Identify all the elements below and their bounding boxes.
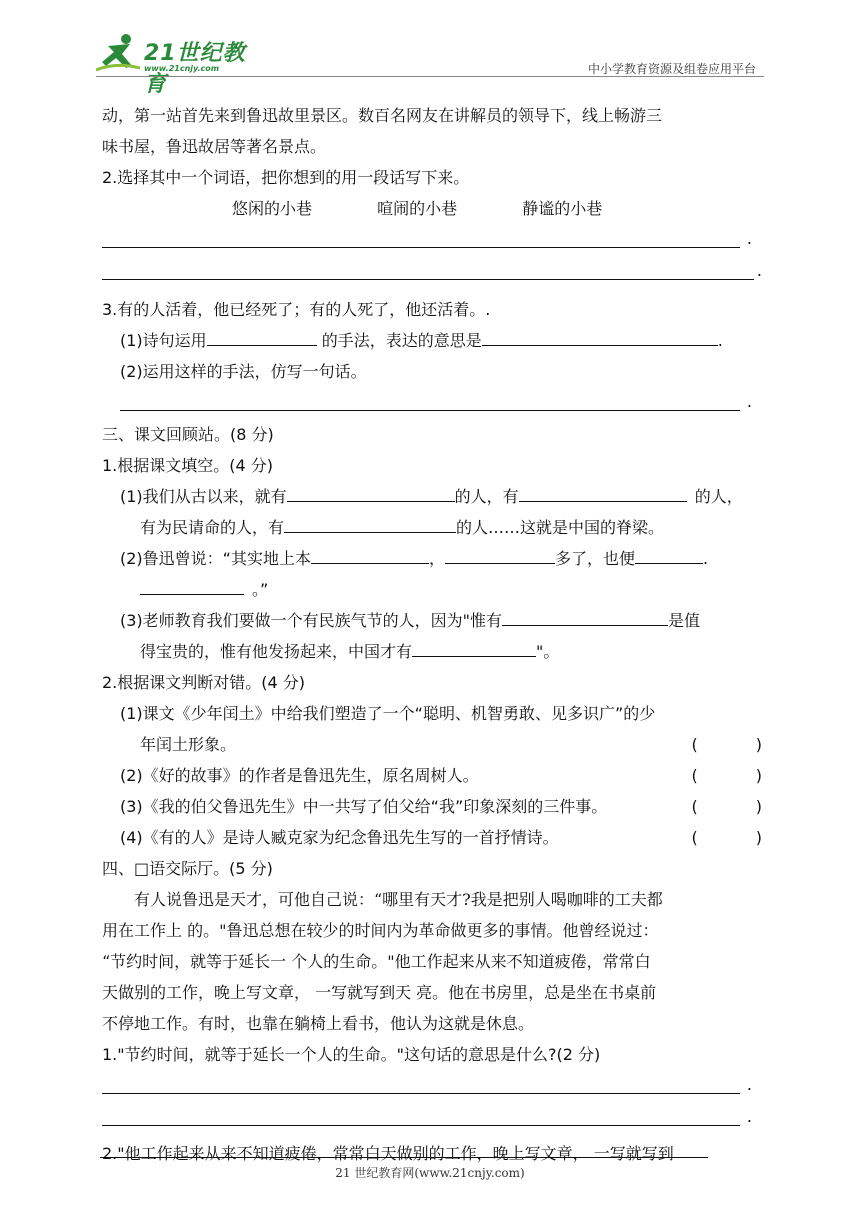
word-option: 喧闹的小巷 bbox=[377, 199, 458, 218]
judge-1-cont: 年闰土形象。 ( ) bbox=[102, 729, 762, 760]
worksheet-content bbox=[102, 100, 762, 1169]
header-divider bbox=[96, 76, 764, 77]
judge-4: (4)《有的人》是诗人臧克家为纪念鲁迅先生写的一首抒情诗。 ( ) bbox=[102, 822, 762, 853]
fill-3: (3)老师教育我们要做一个有民族气节的人，因为"惟有 是值 bbox=[102, 605, 762, 636]
word-options bbox=[102, 193, 762, 224]
answer-paren[interactable]: ( ) bbox=[691, 735, 762, 754]
fill-blank[interactable] bbox=[502, 605, 668, 626]
passage-line: 用在工作上 的。"鲁迅总想在较少的时间内为革命做更多的事情。他曾经说过： bbox=[102, 921, 659, 940]
judge-2: (2)《好的故事》的作者是鲁迅先生，原名周树人。 ( ) bbox=[102, 760, 762, 791]
footer-divider bbox=[100, 1157, 708, 1158]
logo bbox=[96, 32, 266, 97]
fill-blank[interactable] bbox=[412, 636, 536, 657]
passage-line: 天做别的工作，晚上写文章， 一写就写到天 亮。他在书房里，总是坐在书桌前 bbox=[102, 983, 657, 1002]
page-footer: 21 世纪教育网(www.21cnjy.com) bbox=[335, 1166, 525, 1180]
platform-title: 中小学教育资源及组卷应用平台 bbox=[587, 62, 756, 76]
logo-text: 21世纪教育 bbox=[144, 41, 246, 97]
section-3-q1: 1.根据课文填空。(4 分) bbox=[102, 456, 274, 475]
answer-paren[interactable]: ( ) bbox=[691, 766, 762, 785]
answer-paren[interactable]: ( ) bbox=[691, 828, 762, 847]
question-3-1: (1)诗句运用 的手法，表达的意思是 . bbox=[102, 325, 762, 356]
fill-blank[interactable] bbox=[445, 543, 555, 564]
judge-1: (1)课文《少年闰土》中给我们塑造了一个“聪明、机智勇敢、见多识广”的少 bbox=[120, 704, 656, 723]
fill-2-cont: 。” bbox=[102, 574, 762, 605]
answer-line[interactable]: . bbox=[102, 224, 762, 256]
passage-line: 有人说鲁迅是天才，可他自己说：“哪里有天才?我是把别人喝咖啡的工夫都 bbox=[134, 890, 663, 909]
section-3-q2: 2.根据课文判断对错。(4 分) bbox=[102, 673, 306, 692]
runner-logo-icon bbox=[96, 32, 142, 72]
section-3-title: 三、课文回顾站。(8 分) bbox=[102, 425, 274, 444]
fill-blank[interactable] bbox=[207, 325, 317, 346]
answer-line[interactable]: . bbox=[102, 1102, 762, 1134]
answer-line[interactable]: . bbox=[102, 256, 762, 288]
passage-line: 不停地工作。有时，也靠在躺椅上看书，他认为这就是休息。 bbox=[102, 1014, 535, 1033]
text-line: 动，第一站首先来到鲁迅故里景区。数百名网友在讲解员的领导下，线上畅游三 bbox=[102, 106, 663, 125]
fill-blank[interactable] bbox=[287, 481, 455, 502]
fill-1: (1)我们从古以来，就有 的人，有 的人， bbox=[102, 481, 762, 512]
question-2: 2.选择其中一个词语，把你想到的用一段话写下来。 bbox=[102, 168, 470, 187]
fill-blank[interactable] bbox=[140, 574, 244, 595]
answer-line[interactable]: . bbox=[102, 387, 762, 419]
fill-blank[interactable] bbox=[519, 481, 687, 502]
judge-3: (3)《我的伯父鲁迅先生》中一共写了伯父给“我”印象深刻的三件事。 ( ) bbox=[102, 791, 762, 822]
fill-1-cont: 有为民请命的人，有 的人……这就是中国的脊梁。 bbox=[102, 512, 762, 543]
question-3: 3.有的人活着，他已经死了；有的人死了，他还活着。. bbox=[102, 300, 491, 319]
section-4-title: 四、□语交际厅。(5 分) bbox=[102, 859, 273, 878]
fill-blank[interactable] bbox=[284, 512, 456, 533]
answer-paren[interactable]: ( ) bbox=[691, 797, 762, 816]
question-3-2: (2)运用这样的手法，仿写一句话。 bbox=[120, 362, 367, 381]
page-header bbox=[96, 22, 764, 97]
fill-blank[interactable] bbox=[311, 543, 429, 564]
text-line: 味书屋，鲁迅故居等著名景点。 bbox=[102, 137, 327, 156]
fill-blank[interactable] bbox=[635, 543, 703, 564]
answer-line[interactable]: . bbox=[102, 1070, 762, 1102]
section-4-q2: 2."他工作起来从来不知道疲倦，常常白天做别的工作，晚上写文章， 一写就写到 bbox=[102, 1144, 674, 1163]
word-option: 悠闲的小巷 bbox=[232, 199, 313, 218]
logo-url: www.21cnjy.com bbox=[144, 64, 220, 73]
passage-line: “节约时间，就等于延长一 个人的生命。"他工作起来从来不知道疲倦，常常白 bbox=[102, 952, 651, 971]
word-option: 静谧的小巷 bbox=[522, 199, 603, 218]
section-4-q1: 1."节约时间，就等于延长一个人的生命。"这句话的意思是什么?(2 分) bbox=[102, 1045, 601, 1064]
fill-blank[interactable] bbox=[482, 325, 718, 346]
fill-3-cont: 得宝贵的，惟有他发扬起来，中国才有 "。 bbox=[102, 636, 762, 667]
fill-2: (2)鲁迅曾说：“其实地上本 ， 多了，也便 . bbox=[102, 543, 762, 574]
